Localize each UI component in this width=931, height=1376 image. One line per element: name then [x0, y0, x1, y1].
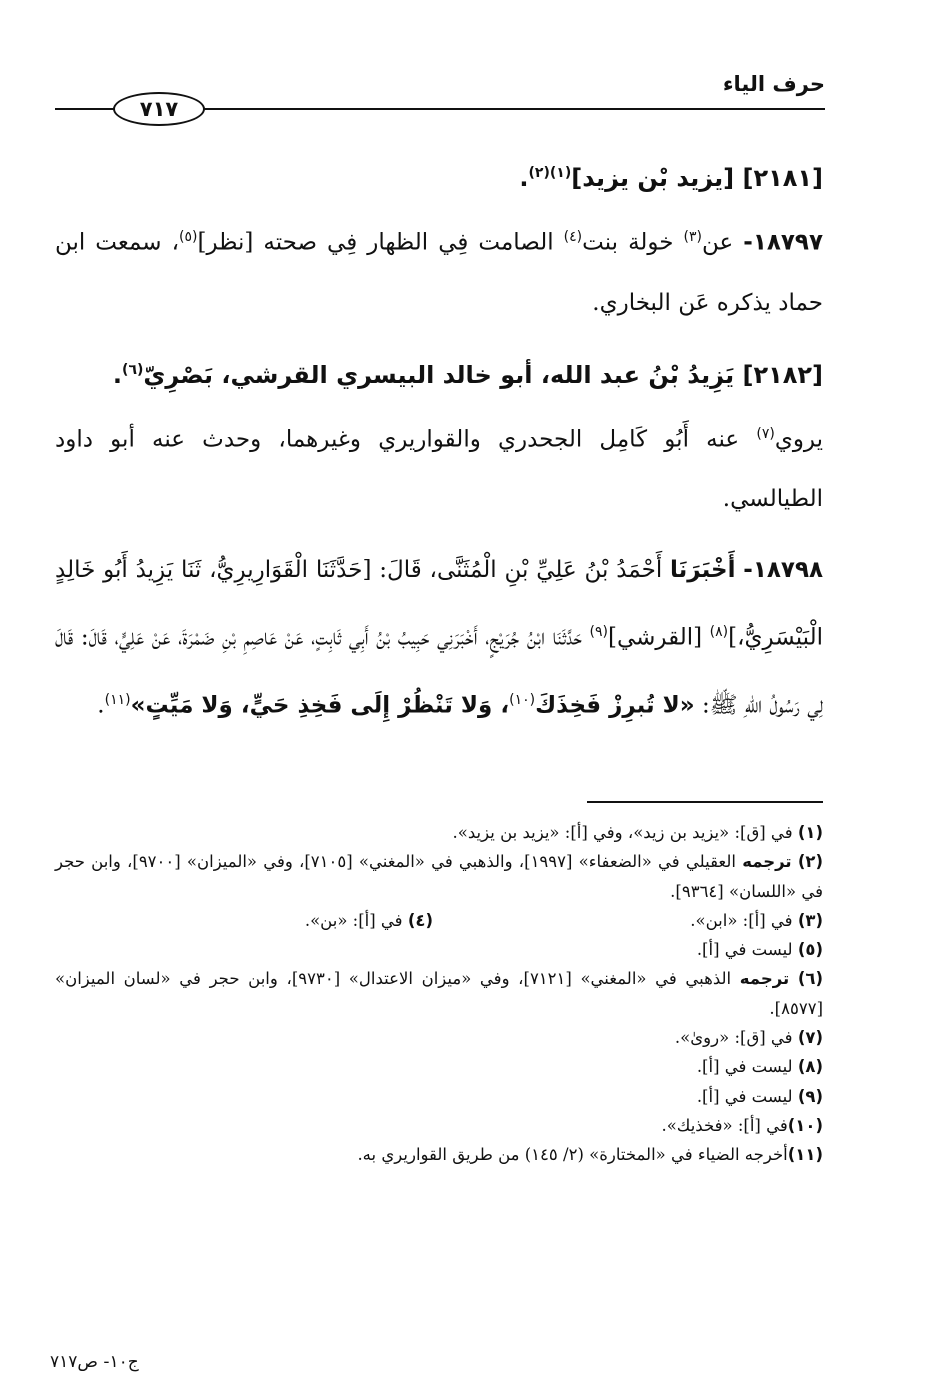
hadith-18797 — [55, 207, 823, 333]
footnote-text: الذهبي في «المغني» [٧١٢١]، وفي «ميزان الاعتدال» [٩٧٣٠]، وابن حجر في «لسان الميزان» [٨٥٧٧]. — [55, 969, 823, 1018]
footnote-number: (١١) — [787, 1145, 823, 1165]
entry-name: يَزِيدُ بْنُ عبد الله، أبو خالد البيسري القرشي، بَصْرِيّ — [143, 360, 735, 389]
biography-2182 — [55, 404, 823, 530]
footnotes — [55, 818, 823, 1170]
punctuation: . — [519, 164, 529, 192]
punctuation: . — [97, 692, 105, 719]
footnote-number: (٨) — [797, 1057, 823, 1077]
footnote-ref[interactable]: (٣) — [683, 229, 703, 245]
footnote-ref[interactable]: (١١) — [104, 691, 131, 708]
footnote-keyword: ترجمه — [742, 852, 792, 872]
hadith-text: [القرشي] — [607, 624, 703, 651]
main-text — [55, 150, 823, 747]
footnote-ref[interactable]: (١) — [549, 165, 572, 181]
footnote-number: (٦) — [797, 969, 823, 989]
footnote-ref[interactable]: (٦) — [122, 361, 144, 378]
hadith-text: خولة بنت — [582, 229, 674, 256]
footnote-text: في [أ]: «بن». — [304, 910, 403, 930]
footnote-number: (٥) — [797, 940, 823, 960]
footnote-4 — [173, 906, 433, 935]
footnote-ref[interactable]: (٩) — [589, 624, 608, 641]
footnote-text: العقيلي في «الضعفاء» [١٩٩٧]، والذهبي في «المغني» [٧١٠٥]، وفي «الميزان» [٩٧٠٠]، وابن حجر في «اللسان» [٩٣٦٤]. — [55, 852, 823, 901]
footnote-text: ليست في [أ]. — [696, 940, 793, 960]
footnote-text: ليست في [أ]. — [696, 1086, 793, 1106]
footnote-9 — [55, 1082, 823, 1111]
hadith-text: ، سمعت ابن حماد يذكره عَن البخاري. — [55, 229, 823, 316]
footnote-ref[interactable]: (١٠) — [509, 691, 536, 708]
footnote-1 — [55, 818, 823, 847]
footnote-number: (٩) — [797, 1086, 823, 1106]
footnote-separator — [587, 801, 823, 803]
footnote-text: في [أ]: «فخذيك». — [661, 1115, 788, 1135]
hadith-text: حَدَّثَنَا ابْنُ جُرَيْجٍ، أَخْبَرَنِي حَبِيبُ بْنُ أَبِي ثَابِتٍ، عَنْ عَاصِمِ بْنِ ضَمْرَةَ، عَنْ عَلِيٍّ، قَالَ: قَالَ لِي رَسُولُ اللهِ ﷺ: — [55, 624, 823, 719]
footnote-text: في [أ]: «ابن». — [690, 910, 793, 930]
footnote-7 — [55, 1023, 823, 1052]
footnote-5 — [55, 935, 823, 964]
footnote-8 — [55, 1052, 823, 1081]
footnote-number: (٤) — [407, 910, 433, 930]
footnote-11 — [55, 1140, 823, 1169]
bio-text: يروي — [774, 426, 824, 453]
page-footer: ج١٠- ص٧١٧ — [50, 1352, 139, 1372]
footnote-ref[interactable]: (٧) — [756, 425, 775, 442]
footnote-row-3-4 — [55, 906, 823, 935]
footnote-number: (١) — [797, 823, 823, 842]
hadith-number: ١٨٧٩٨- — [743, 557, 824, 584]
footnote-text: في [ق]: «يزيد بن زيد»، وفي [أ]: «يزيد بن يزيد». — [452, 823, 793, 842]
entry-number: [٢١٨١] — [742, 164, 823, 192]
footnote-number: (٢) — [797, 852, 823, 872]
entry-number: [٢١٨٢] — [742, 360, 823, 389]
footnote-ref[interactable]: (٥) — [179, 229, 198, 245]
hadith-number: ١٨٧٩٧- — [743, 229, 824, 256]
footnote-text: في [ق]: «روىٰ». — [674, 1028, 793, 1048]
hadith-text: الصامت فِي الظهار فِي صحته [نظر] — [197, 229, 554, 256]
footnote-2 — [55, 847, 823, 906]
entry-heading-2182 — [55, 347, 823, 398]
footnote-number: (١٠) — [787, 1115, 823, 1135]
prophetic-quote: ، وَلا تَنْظُرْ إِلَى فَخِذِ حَيٍّ، وَلا مَيِّتٍ» — [130, 692, 510, 719]
page-number: ٧١٧ — [113, 92, 205, 126]
footnote-keyword: ترجمه — [739, 969, 790, 989]
footnote-ref[interactable]: (٤) — [563, 229, 583, 245]
hadith-text: أَحْمَدُ بْنُ عَلِيِّ بْنِ الْمُثَنَّى، قَالَ: [حَدَّثَنَا الْقَوَارِيرِيُّ، ثَنَا يَزِيدُ أَبُو خَالِدٍ الْبَيْسَرِيُّ،] — [55, 557, 824, 651]
page-header — [55, 60, 825, 130]
chapter-title: حرف الياء — [722, 72, 825, 96]
prophetic-quote: «لا تُبرِزْ فَخِذَكَ — [535, 692, 695, 719]
bio-text: عنه أَبُو كَامِل الجحدري والقواريري وغيرهما، وحدث عنه أبو داود الطيالسي. — [55, 426, 823, 513]
footnote-ref[interactable]: (٢) — [528, 165, 550, 181]
hadith-18798 — [55, 539, 823, 736]
punctuation: . — [112, 360, 123, 389]
footnote-text: أخرجه الضياء في «المختارة» (٢/ ١٤٥) من طريق القواريري به. — [357, 1145, 788, 1165]
footnote-6 — [55, 964, 823, 1023]
footnote-number: (٧) — [797, 1028, 823, 1048]
entry-name: [يزيد بْن يزيد] — [571, 164, 735, 192]
entry-heading-2181 — [55, 150, 823, 201]
footnote-10 — [55, 1111, 823, 1140]
footnote-text: ليست في [أ]. — [696, 1057, 793, 1077]
footnote-number: (٣) — [797, 910, 823, 930]
hadith-text: عن — [702, 229, 734, 256]
footnote-3 — [433, 906, 823, 935]
hadith-opening: أَخْبَرَنَا — [670, 557, 736, 584]
footnote-ref[interactable]: (٨) — [709, 624, 729, 641]
